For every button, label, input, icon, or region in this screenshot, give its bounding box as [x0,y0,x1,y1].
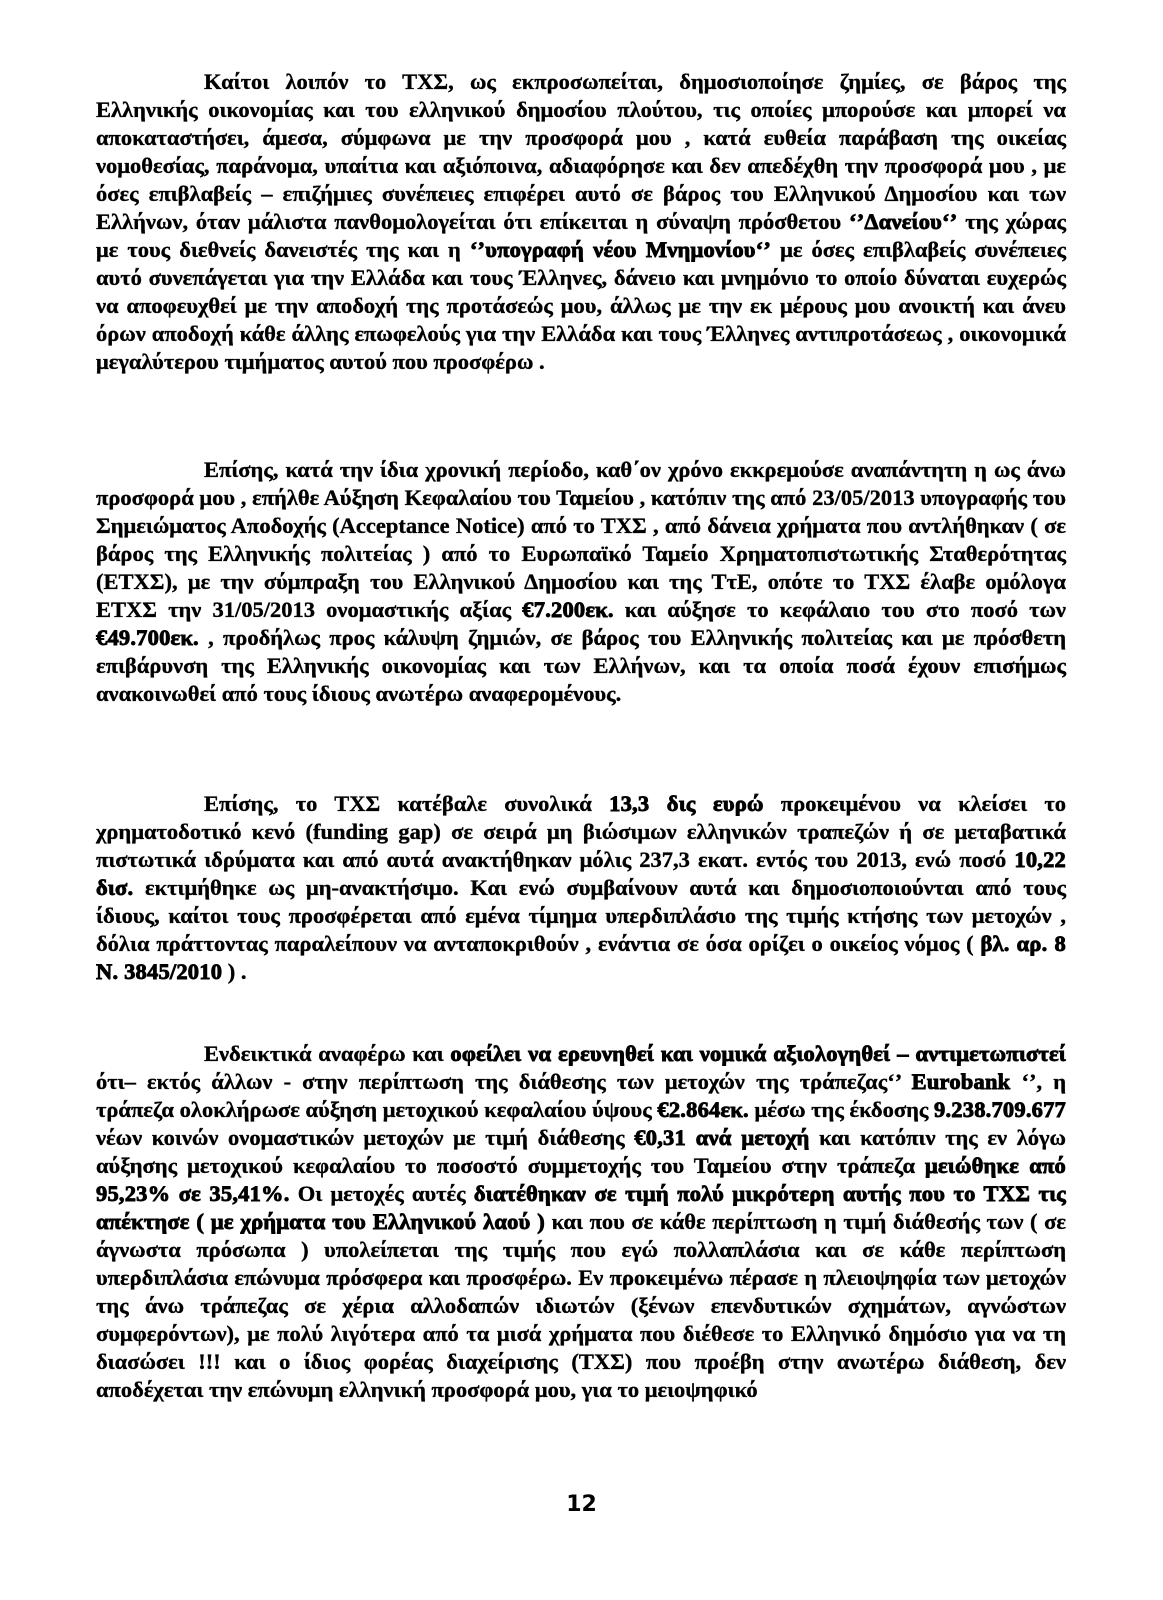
emphasis-text: 10,22 δισ. [96,847,1066,900]
body-text: ) . [222,959,247,984]
paragraph-3 [96,790,1066,986]
emphasis-text: Eurobank [911,1069,1011,1094]
emphasis-text: 9.238.709.677 [934,1097,1067,1122]
paragraph-1 [96,68,1066,376]
paragraph-4 [96,1040,1066,1404]
body-text: ‘’, η τράπεζα ολοκλήρωσε αύξηση μετοχικού κεφαλαίου ύψους [96,1069,1067,1122]
body-text: Επίσης, το ΤΧΣ κατέβαλε συνολικά [204,791,610,816]
emphasis-text: 13,3 δις ευρώ [609,791,764,816]
body-text: προκειμένου να κλείσει το χρηματοδοτικό κενό (funding gap) σε σειρά μη βιώσιμων ελληνικών τραπεζών ή σε μεταβατικά πιστωτικά ιδρύματα και από αυτά ανακτήθηκαν μόλις 237,3 εκατ. εντός του 2013, ενώ ποσό [96,791,1066,872]
emphasis-text: οφείλει να ερευνηθεί και νομικά αξιολογηθεί – αντιμετωπιστεί [450,1041,1066,1066]
body-text: , προδήλως προς κάλυψη ζημιών, σε βάρος του Ελληνικής πολιτείας και με πρόσθετη επιβάρυνση της Ελληνικής οικονομίας και των Ελλήνων, και τα οποία ποσά έχουν επισήμως ανακοινωθεί από τους ίδιους ανωτέρω αναφερομένους. [96,625,1066,706]
body-text: ότι– εκτός άλλων - στην περίπτωση της διάθεσης των μετοχών της τράπεζας‘’ [96,1069,912,1094]
emphasis-text: ‘’Δανείου‘’ [849,209,958,234]
paragraph-2 [96,456,1066,708]
body-text: μέσω της έκδοσης [748,1097,935,1122]
body-text: εκτιμήθηκε ως μη-ανακτήσιμο. Και ενώ συμβαίνουν αυτά και δημοσιοποιούνται από τους ίδιους, καίτοι τους προσφέρεται από εμένα τίμημα υπερδιπλάσιο της τιμής κτήσης των μετοχών , δόλια πράττοντας παραλείπουν να ανταποκριθούν , ενάντια σε όσα ορίζει ο οικείος νόμος ( [96,875,1066,956]
emphasis-text: €2.864εκ. [657,1097,749,1122]
body-text: Οι μετοχές αυτές [289,1181,474,1206]
emphasis-text: €49.700εκ. [96,625,199,650]
emphasis-text: €7.200εκ. [522,597,614,622]
body-text: της χώρας με τους διεθνείς δανειστές της και η [96,209,1066,262]
emphasis-text: €0,31 ανά μετοχή [634,1125,810,1150]
body-text: νέων κοινών ονομαστικών μετοχών με τιμή διάθεσης [96,1125,635,1150]
body-text: με όσες επιβλαβείς συνέπειες αυτό συνεπάγεται για την Ελλάδα και τους Έλληνες, δάνειο και μνημόνιο το οποίο δύναται ευχερώς να αποφευχθεί με την αποδοχή της προτάσεώς μου, άλλως με την εκ μέρους μου ανοικτή και άνευ όρων αποδοχή κάθε άλλης επωφελούς για την Ελλάδα και τους Έλληνες αντιπροτάσεως , οικονομικά μεγαλύτερου τιμήματος αυτού που προσφέρω . [96,237,1066,374]
body-text: και που σε κάθε περίπτωση η τιμή διάθεσής των ( σε άγνωστα πρόσωπα ) υπολείπεται της τιμής που εγώ πολλαπλάσια και σε κάθε περίπτωση υπερδιπλάσια επώνυμα πρόσφερα και προσφέρω. Εν προκειμένω πέρασε η πλειοψηφία των μετοχών της άνω τράπεζας σε χέρια αλλοδαπών ιδιωτών (ξένων επενδυτικών σχημάτων, αγνώστων συμφερόντων), με πολύ λιγότερα από τα μισά χρήματα που διέθεσε το Ελληνικό δημόσιο για να τη διασώσει !!! και ο ίδιος φορέας διαχείρισης (ΤΧΣ) που προέβη στην ανωτέρω διάθεση, δεν αποδέχεται την επώνυμη ελληνική προσφορά μου, για το μειοψηφικό [96,1209,1066,1402]
page-number: 12 [566,1492,597,1517]
body-text: και κατόπιν της εν λόγω αύξησης μετοχικού κεφαλαίου το ποσοστό συμμετοχής του Ταμείου στην τράπεζα [96,1125,1066,1178]
emphasis-text: διατέθηκαν σε τιμή πολύ μικρότερη αυτής που το ΤΧΣ τις απέκτησε ( με χρήματα του Ελληνικού λαού ) [96,1181,1066,1234]
emphasis-text: μειώθηκε από 95,23% σε 35,41%. [96,1153,1066,1206]
emphasis-text: ‘’υπογραφή νέου Μνημονίου‘’ [469,237,772,262]
emphasis-text: βλ. αρ. 8 Ν. 3845/2010 [96,931,1066,984]
body-text: Ενδεικτικά αναφέρω και [204,1041,451,1066]
body-text: Επίσης, κατά την ίδια χρονική περίοδο, καθ΄ον χρόνο εκκρεμούσε αναπάντητη η ως άνω προσφορά μου , επήλθε Αύξηση Κεφαλαίου του Ταμείου , κατόπιν της από 23/05/2013 υπογραφής του Σημειώματος Αποδοχής (Acceptance Notice) από το ΤΧΣ , από δάνεια χρήματα που αντλήθηκαν ( σε βάρος της Ελληνικής πολιτείας ) από το Ευρωπαϊκό Ταμείο Χρηματοπιστωτικής Σταθερότητας (ΕΤΧΣ), με την σύμπραξη του Ελληνικού Δημοσίου και της ΤτΕ, οπότε το ΤΧΣ έλαβε ομόλογα ΕΤΧΣ την 31/05/2013 ονομαστικής αξίας [96,457,1066,622]
body-text: Καίτοι λοιπόν το ΤΧΣ, ως εκπροσωπείται, δημοσιοποίησε ζημίες, σε βάρος της Ελληνικής οικονομίας και του ελληνικού δημοσίου πλούτου, τις οποίες μπορούσε και μπορεί να αποκαταστήσει, άμεσα, σύμφωνα με την προσφορά μου , κατά ευθεία παράβαση της οικείας νομοθεσίας, παράνομα, υπαίτια και αξιόποινα, αδιαφόρησε και δεν απεδέχθη την προσφορά μου , με όσες επιβλαβείς – επιζήμιες συνέπειες επιφέρει αυτό σε βάρος του Ελληνικού Δημοσίου και των Ελλήνων, όταν μάλιστα πανθομολογείται ότι επίκειται η σύναψη πρόσθετου [96,69,1066,234]
body-text: και αύξησε το κεφάλαιο του στο ποσό των [613,597,1066,622]
